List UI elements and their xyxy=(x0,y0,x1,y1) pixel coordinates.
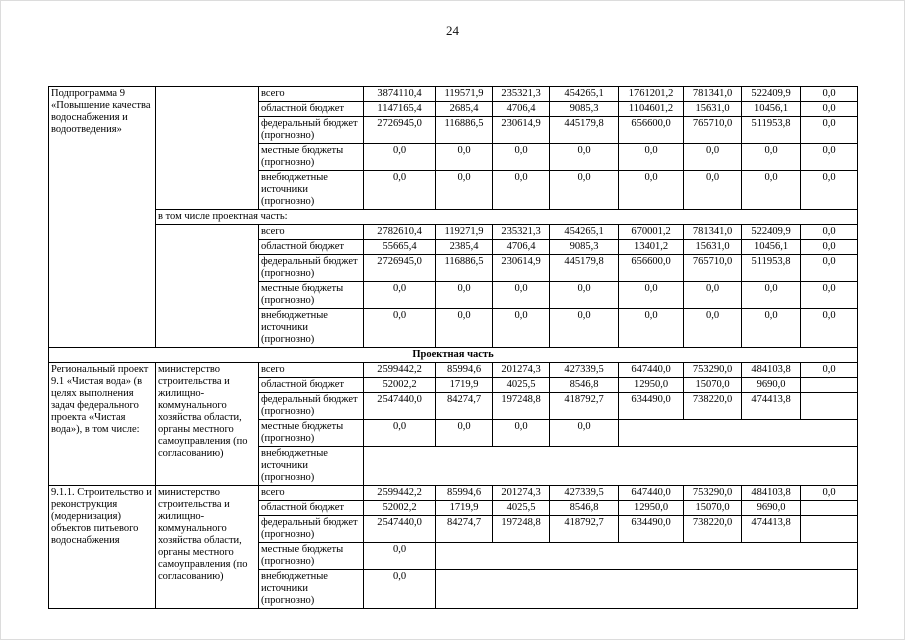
value-cell: 10456,1 xyxy=(742,102,801,117)
value-cell: 0,0 xyxy=(801,282,858,309)
subsection-header-row xyxy=(49,210,858,225)
empty-cell xyxy=(436,543,858,570)
value-cell: 781341,0 xyxy=(684,225,742,240)
value-cell: 0,0 xyxy=(436,144,493,171)
value-cell: 0,0 xyxy=(436,420,493,447)
section-header-cell: Проектная часть xyxy=(49,348,858,363)
value-cell: 1147165,4 xyxy=(364,102,436,117)
value-cell: 1761201,2 xyxy=(619,87,684,102)
value-cell: 119571,9 xyxy=(436,87,493,102)
value-cell: 0,0 xyxy=(684,309,742,348)
value-cell: 116886,5 xyxy=(436,255,493,282)
value-cell: 235321,3 xyxy=(493,225,550,240)
value-cell: 781341,0 xyxy=(684,87,742,102)
value-cell: 474413,8 xyxy=(742,393,801,420)
value-cell: 1719,9 xyxy=(436,501,493,516)
value-cell: 0,0 xyxy=(801,255,858,282)
value-cell: 15631,0 xyxy=(684,240,742,255)
budget-source-cell: внебюджетные источники (прогнозно) xyxy=(259,447,364,486)
value-cell: 4706,4 xyxy=(493,102,550,117)
value-cell: 0,0 xyxy=(742,309,801,348)
value-cell: 0,0 xyxy=(801,117,858,144)
page-number: 24 xyxy=(446,23,459,38)
value-cell: 201274,3 xyxy=(493,363,550,378)
value-cell: 235321,3 xyxy=(493,87,550,102)
value-cell: 484103,8 xyxy=(742,363,801,378)
value-cell: 634490,0 xyxy=(619,393,684,420)
budget-source-cell: областной бюджет xyxy=(259,102,364,117)
value-cell: 418792,7 xyxy=(550,516,619,543)
value-cell: 4706,4 xyxy=(493,240,550,255)
budget-source-cell: всего xyxy=(259,363,364,378)
value-cell: 454265,1 xyxy=(550,225,619,240)
value-cell: 0,0 xyxy=(742,171,801,210)
value-cell: 418792,7 xyxy=(550,393,619,420)
value-cell: 84274,7 xyxy=(436,516,493,543)
value-cell: 2547440,0 xyxy=(364,516,436,543)
value-cell: 0,0 xyxy=(742,282,801,309)
value-cell: 0,0 xyxy=(801,309,858,348)
value-cell: 753290,0 xyxy=(684,363,742,378)
value-cell: 738220,0 xyxy=(684,516,742,543)
value-cell: 0,0 xyxy=(619,144,684,171)
table-row xyxy=(49,225,858,240)
value-cell: 8546,8 xyxy=(550,378,619,393)
value-cell: 3874110,4 xyxy=(364,87,436,102)
value-cell: 0,0 xyxy=(801,363,858,378)
value-cell: 656600,0 xyxy=(619,255,684,282)
value-cell: 55665,4 xyxy=(364,240,436,255)
value-cell: 4025,5 xyxy=(493,378,550,393)
value-cell: 85994,6 xyxy=(436,363,493,378)
budget-source-cell: федеральный бюджет (прогнозно) xyxy=(259,255,364,282)
value-cell: 0,0 xyxy=(619,171,684,210)
value-cell: 484103,8 xyxy=(742,486,801,501)
value-cell: 0,0 xyxy=(436,309,493,348)
value-cell: 0,0 xyxy=(801,225,858,240)
value-cell: 445179,8 xyxy=(550,117,619,144)
value-cell: 656600,0 xyxy=(619,117,684,144)
table-row xyxy=(49,87,858,102)
value-cell: 1719,9 xyxy=(436,378,493,393)
value-cell: 2726945,0 xyxy=(364,117,436,144)
value-cell: 0,0 xyxy=(364,171,436,210)
section-header-row xyxy=(49,348,858,363)
value-cell: 0,0 xyxy=(550,420,619,447)
program-cell: Региональный проект 9.1 «Чистая вода» (в целях выполнения задач федерального проекта «Чистая вода»), в том числе: xyxy=(49,363,156,486)
value-cell: 9085,3 xyxy=(550,102,619,117)
value-cell: 0,0 xyxy=(742,144,801,171)
value-cell: 454265,1 xyxy=(550,87,619,102)
empty-cell xyxy=(801,393,858,420)
value-cell: 0,0 xyxy=(493,309,550,348)
value-cell: 119271,9 xyxy=(436,225,493,240)
value-cell: 2599442,2 xyxy=(364,486,436,501)
value-cell: 0,0 xyxy=(801,171,858,210)
value-cell: 12950,0 xyxy=(619,501,684,516)
budget-source-cell: областной бюджет xyxy=(259,240,364,255)
value-cell: 0,0 xyxy=(550,282,619,309)
budget-source-cell: областной бюджет xyxy=(259,501,364,516)
value-cell: 522409,9 xyxy=(742,87,801,102)
agency-cell: министерство строительства и жилищно-коммунального хозяйства области, органы местного самоуправления (по согласованию) xyxy=(156,486,259,609)
value-cell: 0,0 xyxy=(801,102,858,117)
value-cell: 2685,4 xyxy=(436,102,493,117)
value-cell: 230614,9 xyxy=(493,117,550,144)
program-cell: Подпрограмма 9 «Повышение качества водоснабжения и водоотведения» xyxy=(49,87,156,348)
value-cell: 9085,3 xyxy=(550,240,619,255)
value-cell: 2726945,0 xyxy=(364,255,436,282)
value-cell: 9690,0 xyxy=(742,378,801,393)
value-cell: 765710,0 xyxy=(684,117,742,144)
value-cell: 647440,0 xyxy=(619,486,684,501)
value-cell: 2385,4 xyxy=(436,240,493,255)
value-cell: 1104601,2 xyxy=(619,102,684,117)
value-cell: 197248,8 xyxy=(493,516,550,543)
value-cell: 0,0 xyxy=(801,144,858,171)
value-cell: 474413,8 xyxy=(742,516,801,543)
value-cell: 511953,8 xyxy=(742,117,801,144)
value-cell: 10456,1 xyxy=(742,240,801,255)
budget-source-cell: всего xyxy=(259,486,364,501)
value-cell: 12950,0 xyxy=(619,378,684,393)
value-cell: 2547440,0 xyxy=(364,393,436,420)
value-cell: 0,0 xyxy=(684,171,742,210)
value-cell: 647440,0 xyxy=(619,363,684,378)
value-cell: 52002,2 xyxy=(364,501,436,516)
value-cell: 0,0 xyxy=(493,420,550,447)
value-cell: 15070,0 xyxy=(684,501,742,516)
value-cell: 2782610,4 xyxy=(364,225,436,240)
value-cell: 0,0 xyxy=(619,309,684,348)
value-cell: 0,0 xyxy=(619,282,684,309)
value-cell: 0,0 xyxy=(364,420,436,447)
value-cell: 197248,8 xyxy=(493,393,550,420)
budget-source-cell: федеральный бюджет (прогнозно) xyxy=(259,117,364,144)
value-cell: 0,0 xyxy=(801,486,858,501)
value-cell: 84274,7 xyxy=(436,393,493,420)
value-cell: 634490,0 xyxy=(619,516,684,543)
program-cell: 9.1.1. Строительство и реконструкция (модернизация) объектов питьевого водоснабжения xyxy=(49,486,156,609)
value-cell: 511953,8 xyxy=(742,255,801,282)
agency-cell: министерство строительства и жилищно-коммунального хозяйства области, органы местного самоуправления (по согласованию) xyxy=(156,363,259,486)
value-cell: 0,0 xyxy=(364,543,436,570)
budget-source-cell: федеральный бюджет (прогнозно) xyxy=(259,393,364,420)
empty-cell xyxy=(801,378,858,393)
value-cell: 201274,3 xyxy=(493,486,550,501)
value-cell: 13401,2 xyxy=(619,240,684,255)
budget-source-cell: областной бюджет xyxy=(259,378,364,393)
value-cell: 738220,0 xyxy=(684,393,742,420)
empty-cell xyxy=(801,516,858,543)
value-cell: 0,0 xyxy=(493,171,550,210)
value-cell: 0,0 xyxy=(436,282,493,309)
value-cell: 0,0 xyxy=(550,144,619,171)
table-row xyxy=(49,486,858,501)
value-cell: 15631,0 xyxy=(684,102,742,117)
value-cell: 0,0 xyxy=(364,570,436,609)
value-cell: 4025,5 xyxy=(493,501,550,516)
value-cell: 0,0 xyxy=(493,282,550,309)
agency-cell xyxy=(156,87,259,210)
budget-source-cell: местные бюджеты (прогнозно) xyxy=(259,282,364,309)
budget-source-cell: федеральный бюджет (прогнозно) xyxy=(259,516,364,543)
budget-source-cell: местные бюджеты (прогнозно) xyxy=(259,543,364,570)
value-cell: 9690,0 xyxy=(742,501,801,516)
budget-source-cell: всего xyxy=(259,87,364,102)
agency-cell xyxy=(156,225,259,348)
budget-source-cell: всего xyxy=(259,225,364,240)
budget-source-cell: внебюджетные источники (прогнозно) xyxy=(259,309,364,348)
budget-table-body xyxy=(49,87,858,609)
value-cell: 0,0 xyxy=(801,87,858,102)
value-cell: 522409,9 xyxy=(742,225,801,240)
value-cell: 427339,5 xyxy=(550,486,619,501)
budget-source-cell: внебюджетные источники (прогнозно) xyxy=(259,570,364,609)
empty-cell xyxy=(364,447,858,486)
budget-source-cell: местные бюджеты (прогнозно) xyxy=(259,144,364,171)
value-cell: 0,0 xyxy=(493,144,550,171)
value-cell: 445179,8 xyxy=(550,255,619,282)
subsection-header-cell: в том числе проектная часть: xyxy=(156,210,858,225)
value-cell: 85994,6 xyxy=(436,486,493,501)
empty-cell xyxy=(801,501,858,516)
value-cell: 116886,5 xyxy=(436,117,493,144)
value-cell: 8546,8 xyxy=(550,501,619,516)
value-cell: 765710,0 xyxy=(684,255,742,282)
value-cell: 0,0 xyxy=(364,282,436,309)
value-cell: 753290,0 xyxy=(684,486,742,501)
empty-cell xyxy=(619,420,858,447)
table-row xyxy=(49,363,858,378)
value-cell: 0,0 xyxy=(684,144,742,171)
value-cell: 2599442,2 xyxy=(364,363,436,378)
value-cell: 0,0 xyxy=(436,171,493,210)
budget-source-cell: местные бюджеты (прогнозно) xyxy=(259,420,364,447)
budget-table xyxy=(48,86,858,609)
value-cell: 52002,2 xyxy=(364,378,436,393)
value-cell: 0,0 xyxy=(801,240,858,255)
value-cell: 0,0 xyxy=(364,144,436,171)
value-cell: 670001,2 xyxy=(619,225,684,240)
value-cell: 15070,0 xyxy=(684,378,742,393)
value-cell: 0,0 xyxy=(550,309,619,348)
empty-cell xyxy=(436,570,858,609)
value-cell: 0,0 xyxy=(364,309,436,348)
value-cell: 230614,9 xyxy=(493,255,550,282)
budget-source-cell: внебюджетные источники (прогнозно) xyxy=(259,171,364,210)
value-cell: 0,0 xyxy=(550,171,619,210)
value-cell: 427339,5 xyxy=(550,363,619,378)
value-cell: 0,0 xyxy=(684,282,742,309)
